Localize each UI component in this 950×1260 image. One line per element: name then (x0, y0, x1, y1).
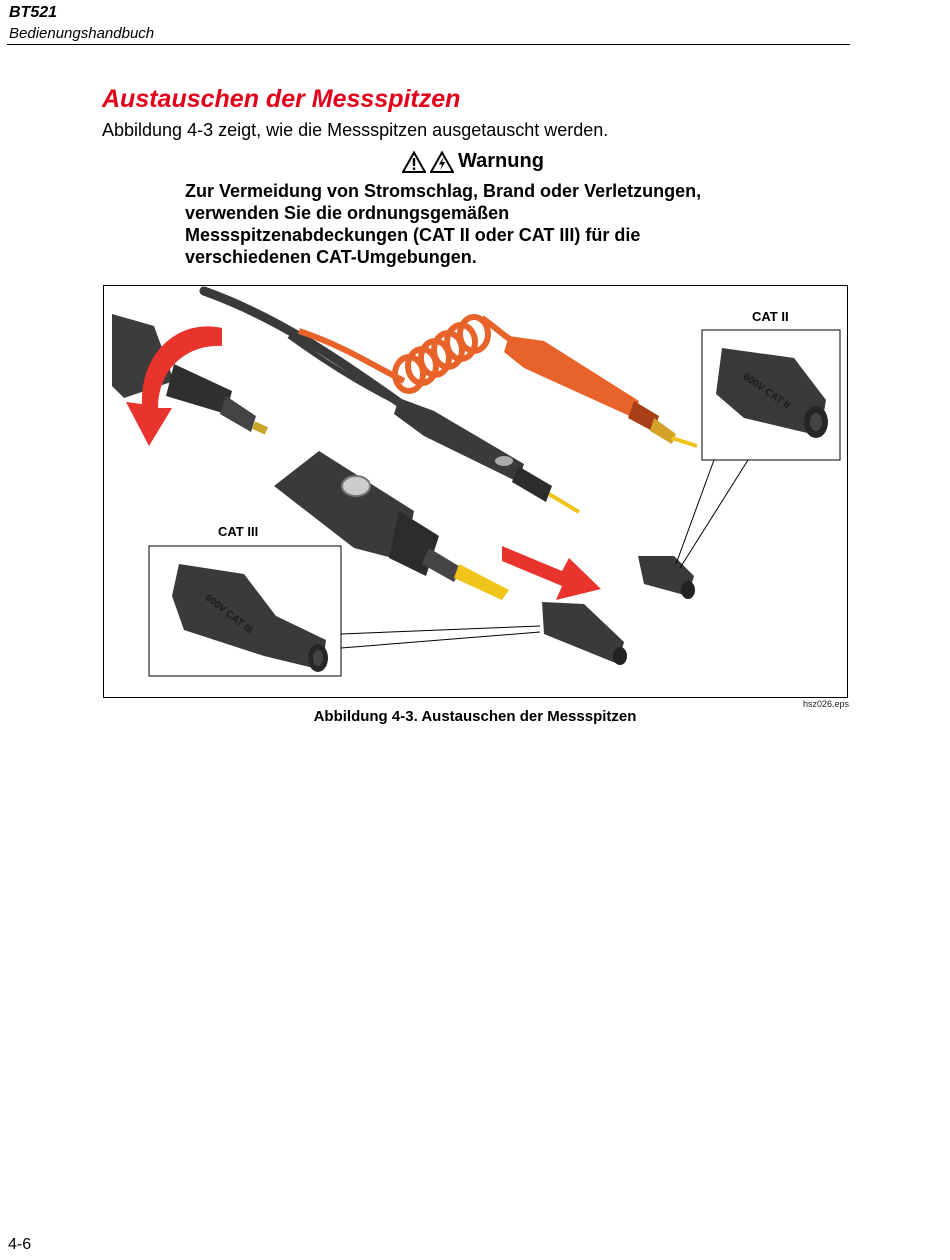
probe-replacement-figure (103, 285, 848, 698)
warning-line: verschiedenen CAT-Umgebungen. (185, 247, 477, 267)
electric-shock-triangle-icon (430, 151, 454, 173)
manual-subtitle: Bedienungshandbuch (9, 25, 155, 42)
cat2-cap-small (638, 556, 695, 599)
warning-line: verwenden Sie die ordnungsgemäßen (185, 203, 510, 223)
figure-file-name: hsz026.eps (803, 699, 850, 709)
dark-probe (394, 398, 579, 512)
warning-text (185, 180, 805, 268)
cat3-label: CAT III (218, 524, 259, 539)
pull-off-arrow-icon (502, 546, 601, 600)
coiled-cord (395, 317, 488, 391)
warning-line: Zur Vermeidung von Stromschlag, Brand oder Verletzungen, (185, 181, 702, 201)
probe-illustration (104, 286, 847, 697)
page-number: 4-6 (8, 1236, 32, 1253)
orange-probe (504, 336, 697, 446)
cat2-label: CAT II (752, 309, 789, 324)
warning-label: Warnung (458, 150, 544, 172)
section-intro: Abbildung 4-3 zeigt, wie die Messspitzen ausgetauscht werden. (102, 120, 609, 140)
cat3-cap-small (542, 602, 627, 665)
figure-caption: Abbildung 4-3. Austauschen der Messspitzen (313, 708, 637, 725)
section-title: Austauschen der Messspitzen (102, 85, 461, 113)
warning-line: Messspitzenabdeckungen (CAT II oder CAT III) für die (185, 225, 641, 245)
header-divider (7, 44, 850, 45)
hazard-triangle-icon (402, 151, 426, 173)
cat2-cap-marking: 600V CAT II (740, 371, 792, 412)
manual-model: BT521 (9, 4, 58, 21)
warning-heading (402, 150, 544, 173)
cat3-cap-marking: 600V CAT III (202, 592, 255, 637)
